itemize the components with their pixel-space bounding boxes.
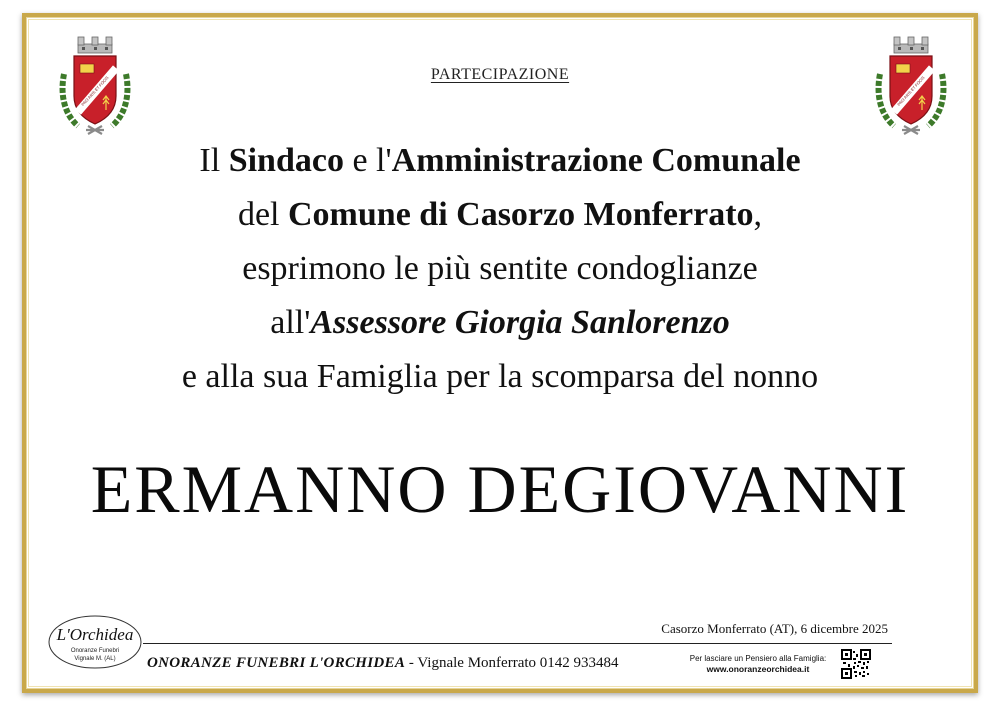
message-line-1: Il Sindaco e l'Amministrazione Comunale <box>199 142 801 179</box>
amministrazione-text: Amministrazione Comunale <box>391 142 801 179</box>
crown-icon <box>894 37 928 53</box>
qr-code-icon[interactable] <box>841 649 871 679</box>
sindaco-text: Sindaco <box>228 142 344 179</box>
company-contact: - Vignale Monferrato 0142 933484 <box>405 655 619 671</box>
company-line <box>147 655 619 672</box>
comune-text: Comune di Casorzo Monferrato <box>288 196 754 233</box>
message-line-4: all'Assessore Giorgia Sanlorenzo <box>270 304 730 341</box>
company-name: ONORANZE FUNEBRI L'ORCHIDEA <box>147 655 406 671</box>
orchidea-logo <box>47 614 143 670</box>
message-line-3: esprimono le più sentite condoglianze <box>242 250 758 287</box>
message-line-5: e alla sua Famiglia per la scomparsa del nonno <box>181 358 819 395</box>
pensiero-block <box>678 653 838 675</box>
website-link[interactable]: www.onoranzeorchidea.it <box>706 664 810 674</box>
svg-text:PRO ARIS ET FOCIS: PRO ARIS ET FOCIS <box>896 75 926 107</box>
svg-text:PRO ARIS ET FOCIS: PRO ARIS ET FOCIS <box>80 75 110 107</box>
logo-place: Vignale M. (AL) <box>74 656 116 662</box>
logo-subtitle: Onoranze Funebri <box>70 648 120 654</box>
message-line-2: del Comune di Casorzo Monferrato, <box>237 196 763 233</box>
logo-title: L'Orchidea <box>56 625 134 644</box>
assessore-text: Assessore Giorgia Sanlorenzo <box>310 304 730 341</box>
notice-heading <box>0 66 1000 84</box>
condolence-message <box>0 134 1000 404</box>
deceased-name: ERMANNO DEGIOVANNI <box>90 451 910 527</box>
footer-divider <box>143 643 892 644</box>
heading-text: PARTECIPAZIONE <box>430 66 570 83</box>
crown-icon <box>78 37 112 53</box>
municipal-crest-icon <box>866 34 956 144</box>
pensiero-text: Per lasciare un Pensiero alla Famiglia: <box>689 654 827 663</box>
date-line: Casorzo Monferrato (AT), 6 dicembre 2025 <box>661 621 888 636</box>
municipal-crest-icon <box>50 34 140 144</box>
